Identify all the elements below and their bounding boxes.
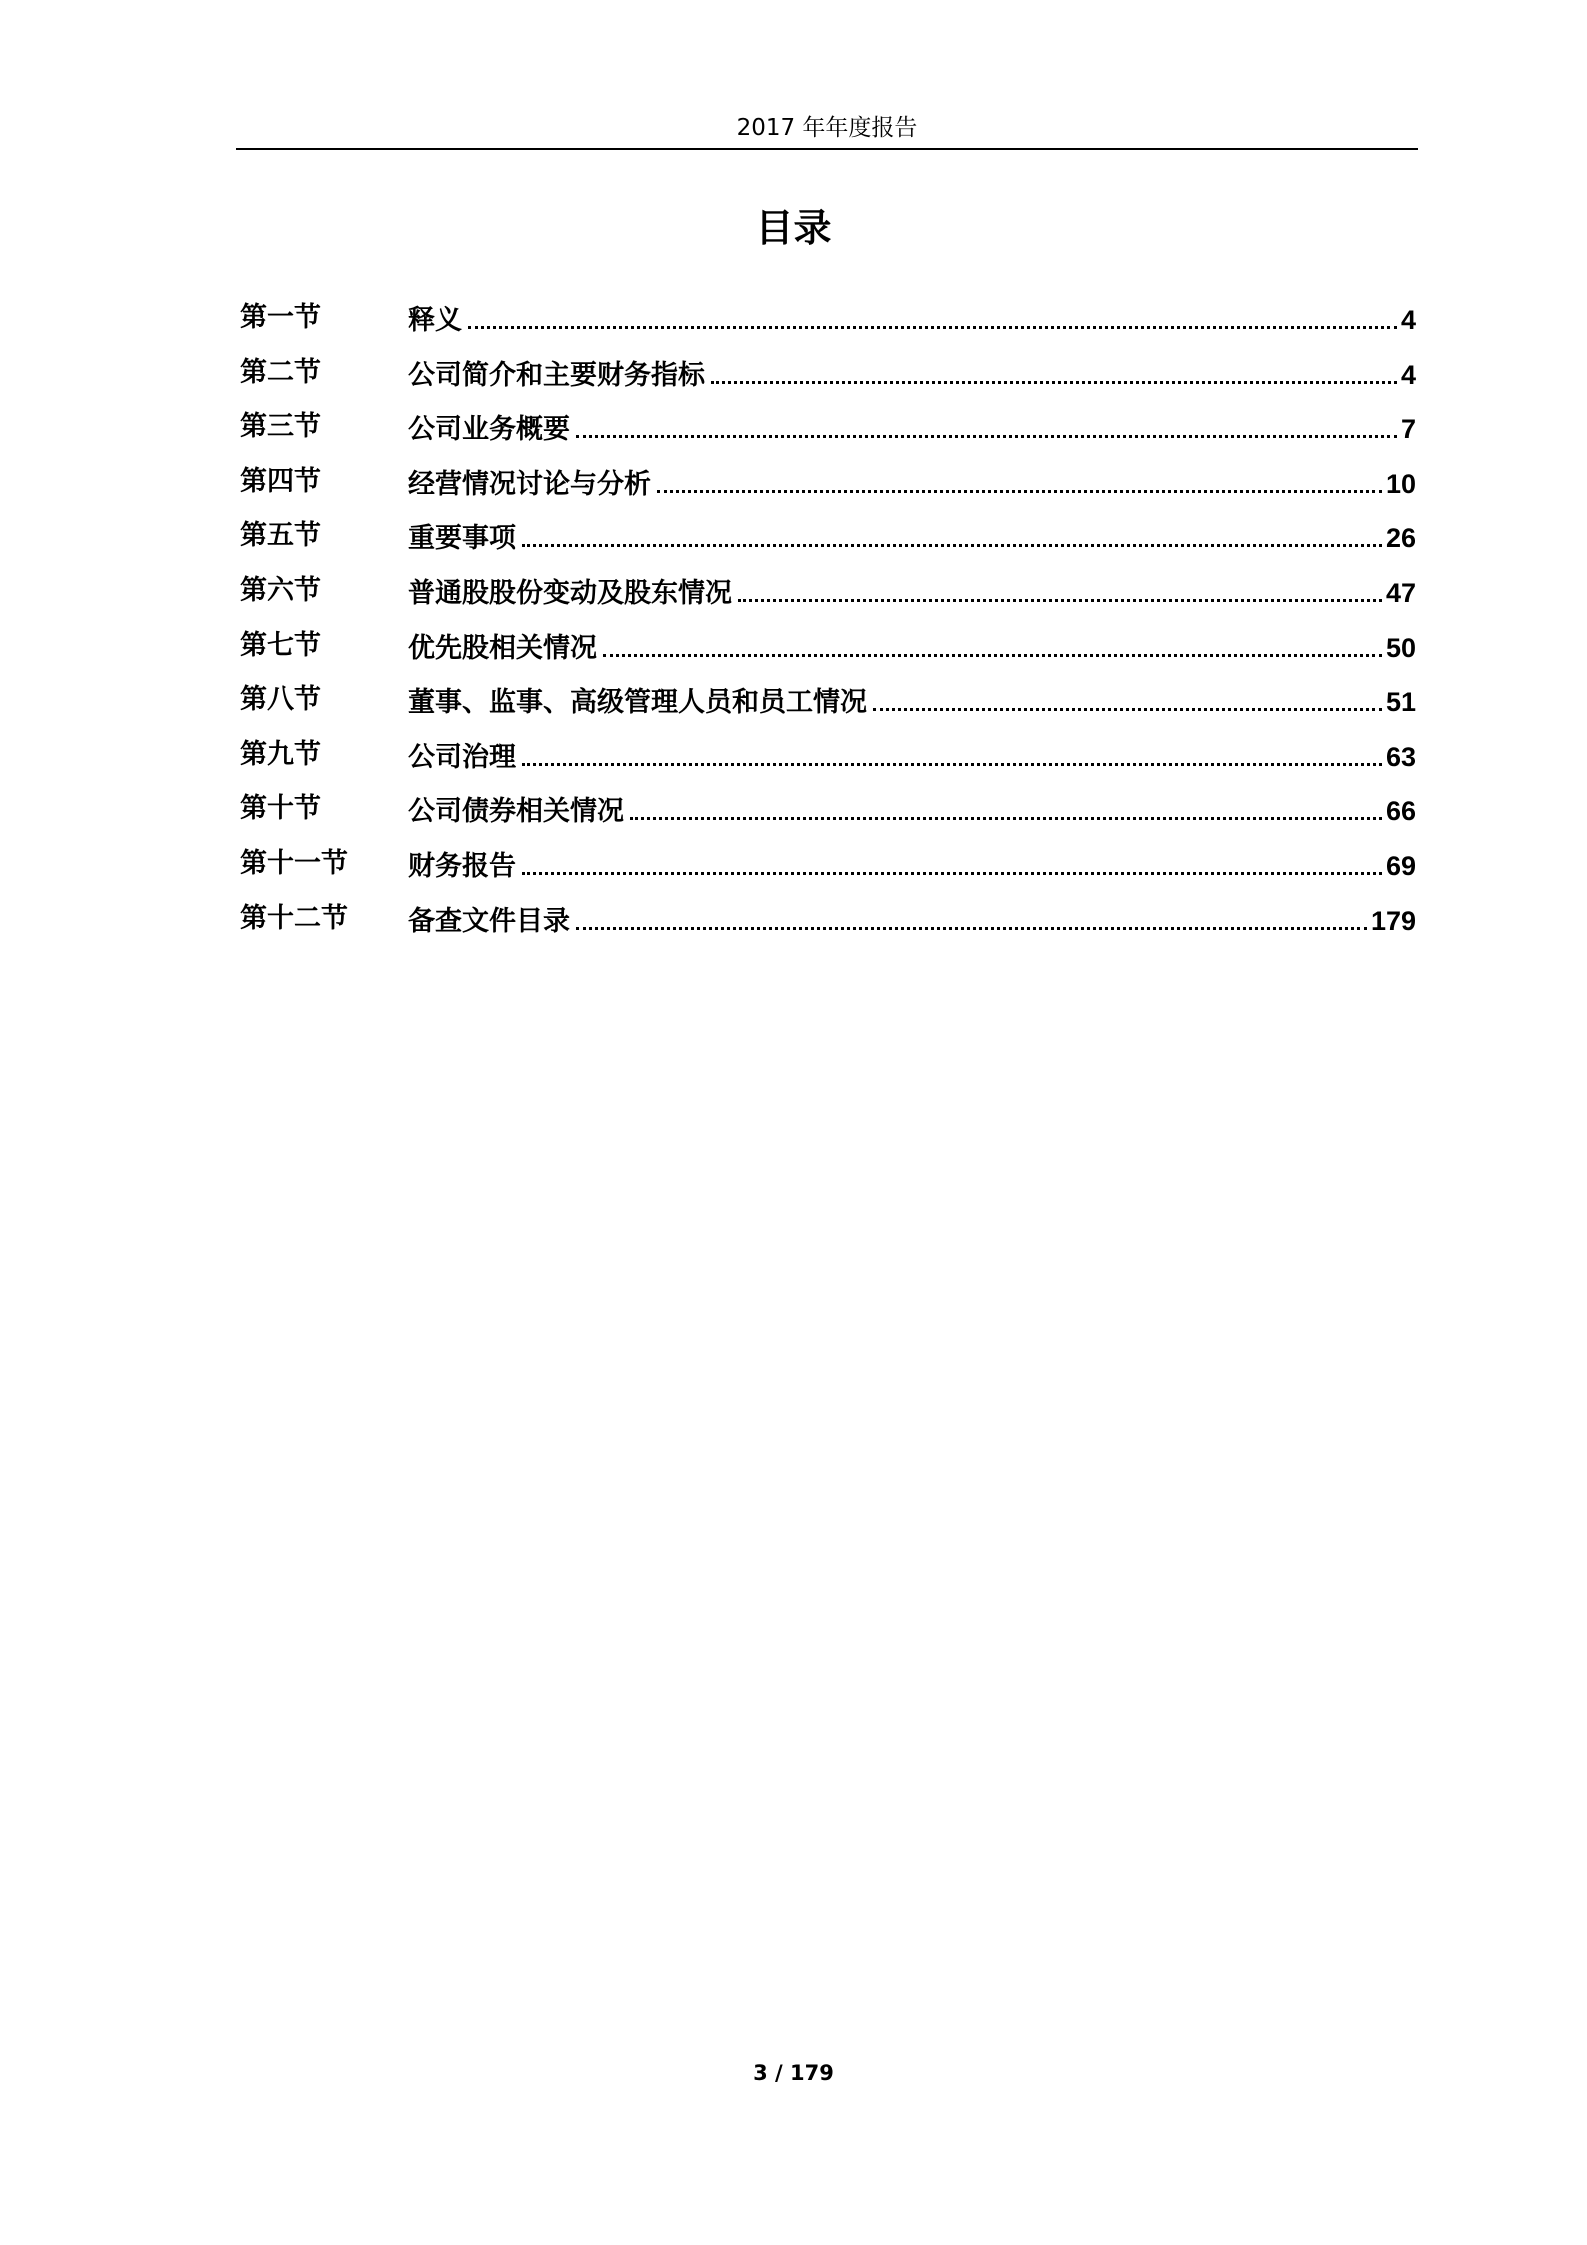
toc-section-name: 董事、监事、高级管理人员和员工情况 (408, 687, 867, 719)
table-of-contents (240, 296, 1416, 951)
page-indicator: 3 / 179 (753, 2061, 834, 2085)
dot-leader (873, 678, 1382, 711)
toc-entry (408, 460, 1416, 507)
dot-leader (576, 405, 1397, 438)
toc-row[interactable] (240, 296, 1416, 351)
toc-section-name: 备查文件目录 (408, 905, 570, 937)
toc-section-name: 重要事项 (408, 523, 516, 555)
toc-section-name: 释义 (408, 305, 462, 336)
toc-row[interactable] (240, 842, 1416, 897)
toc-section-number: 第九节 (240, 738, 321, 770)
toc-page-number: 4 (1400, 359, 1416, 390)
toc-page-number: 179 (1370, 905, 1416, 936)
toc-entry (408, 678, 1416, 725)
toc-section-number: 第十二节 (240, 902, 348, 934)
dot-leader (576, 897, 1367, 930)
toc-row[interactable] (240, 787, 1416, 842)
dot-leader (522, 842, 1382, 875)
dot-leader (522, 733, 1382, 766)
toc-section-name: 公司简介和主要财务指标 (408, 359, 705, 391)
toc-page-number: 4 (1400, 305, 1416, 335)
toc-section-number: 第三节 (240, 411, 321, 443)
dot-leader (657, 460, 1382, 493)
dot-leader (603, 624, 1382, 657)
toc-row[interactable] (240, 733, 1416, 788)
toc-row[interactable] (240, 897, 1416, 952)
toc-row[interactable] (240, 460, 1416, 515)
toc-entry (408, 296, 1416, 343)
toc-page-number: 7 (1400, 414, 1416, 445)
toc-page-number: 26 (1385, 523, 1416, 554)
dot-leader (711, 351, 1397, 384)
dot-leader (738, 569, 1382, 602)
toc-page-number: 47 (1385, 577, 1416, 608)
toc-page-number: 50 (1385, 632, 1416, 663)
toc-entry (408, 842, 1416, 889)
toc-section-name: 公司业务概要 (408, 414, 570, 446)
page-header (236, 112, 1418, 150)
toc-title: 目录 (755, 206, 832, 250)
toc-entry (408, 787, 1416, 834)
toc-section-number: 第十节 (240, 793, 321, 825)
toc-section-number: 第十一节 (240, 847, 348, 879)
toc-section-name: 财务报告 (408, 850, 516, 882)
dot-leader (468, 296, 1397, 329)
toc-page-number: 69 (1385, 850, 1416, 881)
toc-row[interactable] (240, 678, 1416, 733)
toc-entry (408, 624, 1416, 671)
toc-entry (408, 733, 1416, 780)
toc-entry (408, 569, 1416, 616)
toc-section-name: 公司债券相关情况 (408, 796, 624, 828)
toc-section-number: 第二节 (240, 356, 321, 388)
page-footer (0, 2058, 1587, 2088)
toc-row[interactable] (240, 351, 1416, 406)
toc-entry (408, 897, 1416, 944)
toc-entry (408, 405, 1416, 452)
toc-section-number: 第八节 (240, 684, 321, 716)
toc-section-number: 第七节 (240, 629, 321, 661)
toc-entry (408, 351, 1416, 398)
toc-section-name: 普通股股份变动及股东情况 (408, 577, 732, 609)
toc-page-number: 10 (1385, 468, 1416, 499)
toc-entry (408, 514, 1416, 561)
toc-section-name: 经营情况讨论与分析 (408, 468, 651, 500)
toc-row[interactable] (240, 405, 1416, 460)
toc-row[interactable] (240, 514, 1416, 569)
header-title: 2017 年年度报告 (736, 115, 918, 141)
toc-section-name: 公司治理 (408, 741, 516, 773)
toc-section-number: 第五节 (240, 520, 321, 552)
toc-row[interactable] (240, 569, 1416, 624)
toc-page-number: 51 (1385, 687, 1416, 718)
toc-section-number: 第一节 (240, 302, 321, 333)
toc-section-number: 第六节 (240, 574, 321, 606)
toc-row[interactable] (240, 624, 1416, 679)
dot-leader (630, 787, 1382, 820)
toc-page-number: 63 (1385, 741, 1416, 772)
toc-section-name: 优先股相关情况 (408, 632, 597, 664)
dot-leader (522, 514, 1382, 547)
toc-section-number: 第四节 (240, 465, 321, 497)
toc-page-number: 66 (1385, 796, 1416, 827)
